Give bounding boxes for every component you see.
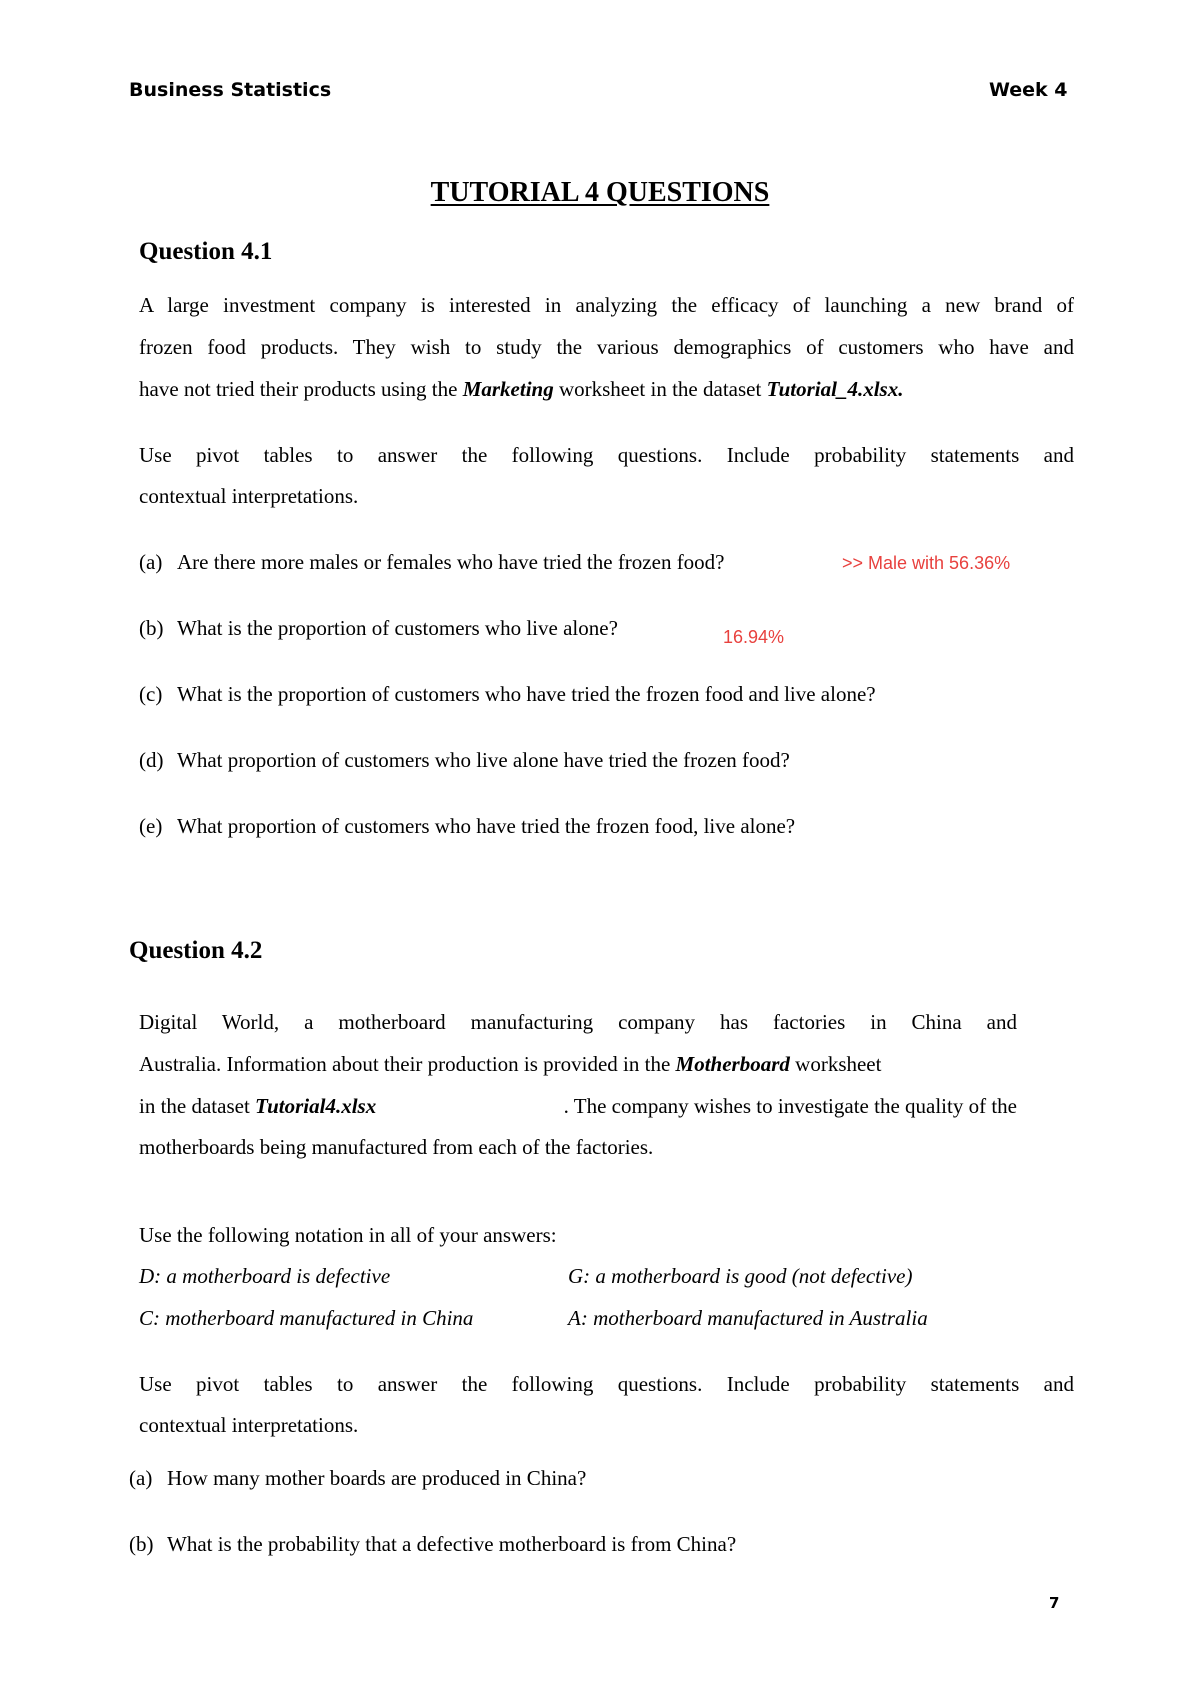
item-label: (e) — [139, 814, 163, 838]
question-4-2-heading: Question 4.2 — [129, 937, 263, 964]
header-course: Business Statistics — [129, 79, 332, 101]
notation-australia: A: motherboard manufactured in Australia — [568, 1306, 928, 1330]
item-label: (b) — [139, 616, 164, 640]
q42-dataset-name: Tutorial4.xlsx — [255, 1094, 377, 1118]
q41-item-c — [139, 684, 876, 705]
q41-instruction-line-1: Use pivot tables to answer the following questions. Include probability statements and — [139, 443, 1074, 467]
q41-item-e — [139, 816, 795, 837]
q42-intro-text-end: worksheet — [789, 1052, 882, 1076]
q42-notation-intro: Use the following notation in all of your answers: — [139, 1223, 557, 1247]
item-label: (d) — [139, 748, 164, 772]
q41-intro-text-mid: worksheet in the dataset — [553, 377, 767, 401]
page-title: TUTORIAL 4 QUESTIONS — [430, 177, 770, 208]
question-4-1-heading: Question 4.1 — [139, 238, 273, 265]
q41-item-d — [139, 750, 790, 771]
q42-intro-line-3 — [139, 1096, 1017, 1117]
q42-intro-line-4: motherboards being manufactured from each of the factories. — [139, 1135, 654, 1159]
item-label: (a) — [129, 1466, 153, 1490]
item-text: What is the proportion of customers who have tried the frozen food and live alone? — [177, 682, 876, 706]
q42-intro-text-end: . The company wishes to investigate the quality of the — [563, 1094, 1017, 1118]
q42-intro-text: Australia. Information about their production is provided in the — [139, 1052, 676, 1076]
q41-intro-period: . — [898, 377, 904, 401]
q41-intro-text: have not tried their products using the — [139, 377, 463, 401]
page-number: 7 — [1049, 1594, 1060, 1612]
q42-item-b — [129, 1534, 736, 1555]
item-label: (c) — [139, 682, 163, 706]
answer-annotation-a: >> Male with 56.36% — [842, 553, 1011, 573]
header-week: Week 4 — [989, 79, 1068, 101]
q42-instruction-line-2: contextual interpretations. — [139, 1413, 359, 1437]
notation-good: G: a motherboard is good (not defective) — [568, 1264, 913, 1288]
answer-annotation-b: 16.94% — [723, 627, 785, 647]
q42-item-a — [129, 1468, 586, 1489]
item-label: (b) — [129, 1532, 154, 1556]
item-text: What is the probability that a defective motherboard is from China? — [167, 1532, 737, 1556]
item-text: How many mother boards are produced in China? — [167, 1466, 587, 1490]
item-text: What proportion of customers who have tried the frozen food, live alone? — [177, 814, 796, 838]
q41-worksheet-name: Marketing — [462, 377, 554, 401]
q41-intro-line-3 — [139, 379, 903, 400]
q42-instruction-line-1: Use pivot tables to answer the following questions. Include probability statements and — [139, 1372, 1074, 1396]
q41-dataset-name: Tutorial_4.xlsx — [766, 377, 899, 401]
q41-intro-line-1: A large investment company is interested in analyzing the efficacy of launching a new brand of — [139, 293, 1074, 317]
q42-intro-line-1: Digital World, a motherboard manufacturing company has factories in China and — [139, 1010, 1017, 1034]
q41-instruction-line-2: contextual interpretations. — [139, 484, 359, 508]
item-text: Are there more males or females who have tried the frozen food? — [177, 550, 725, 574]
item-text: What is the proportion of customers who live alone? — [177, 616, 618, 640]
item-text: What proportion of customers who live alone have tried the frozen food? — [177, 748, 790, 772]
q42-intro-line-2 — [139, 1054, 881, 1075]
notation-china: C: motherboard manufactured in China — [139, 1306, 474, 1330]
q41-item-a — [139, 552, 725, 573]
q42-intro-text: in the dataset — [139, 1094, 256, 1118]
q42-worksheet-name: Motherboard — [675, 1052, 790, 1076]
q41-item-b — [139, 618, 618, 639]
item-label: (a) — [139, 550, 163, 574]
notation-defective: D: a motherboard is defective — [139, 1264, 391, 1288]
q41-intro-line-2: frozen food products. They wish to study the various demographics of customers who have and — [139, 335, 1074, 359]
